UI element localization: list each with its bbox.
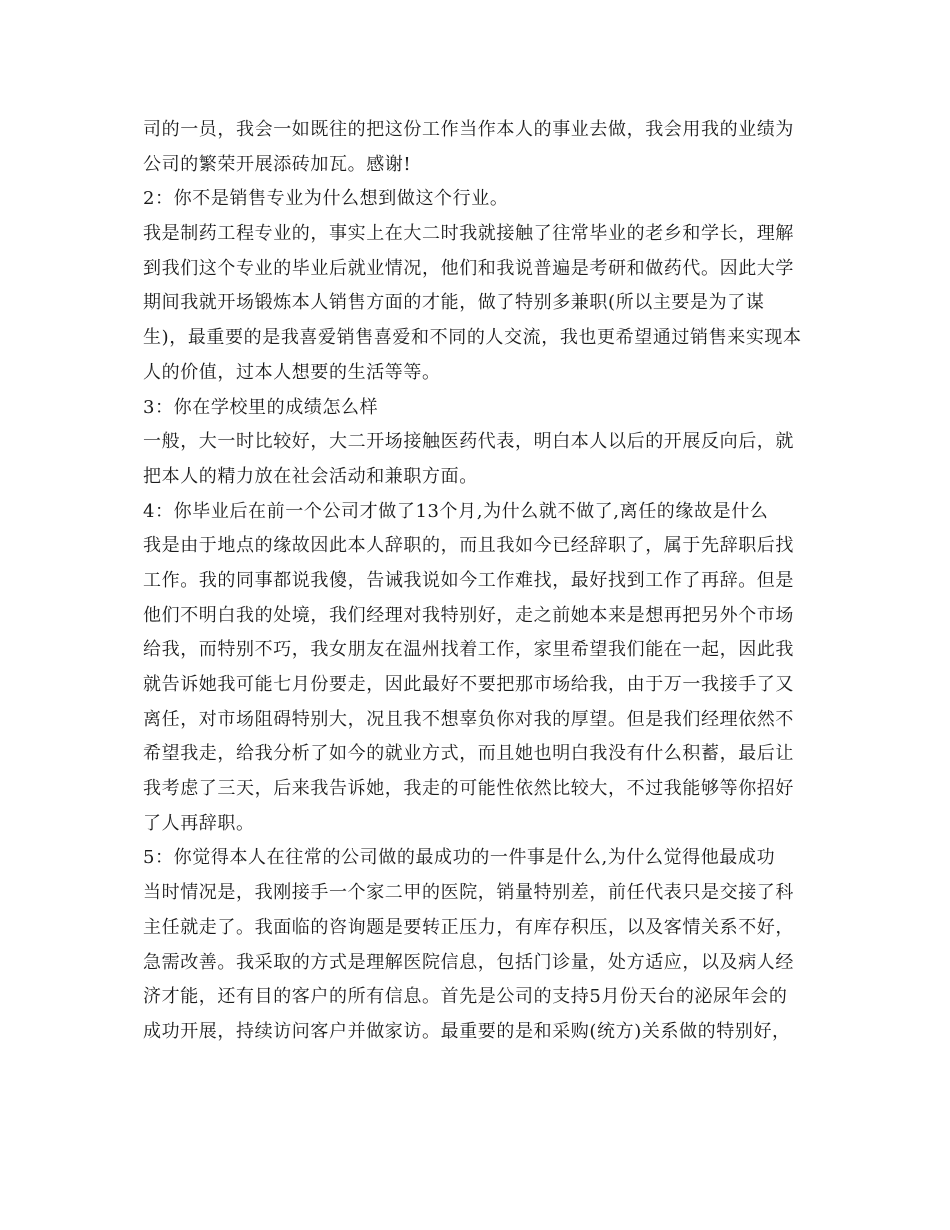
text-line: 工作。我的同事都说我傻，告诫我说如今工作难找，最好找到工作了再辞。但是 <box>143 569 794 591</box>
text-line: 把本人的精力放在社会活动和兼职方面。 <box>143 465 478 487</box>
text-line: 当时情况是，我刚接手一个家二甲的医院，销量特别差，前任代表只是交接了科 <box>143 882 794 904</box>
text-line: 公司的繁荣开展添砖加瓦。感谢! <box>143 153 412 175</box>
question-heading: 5：你觉得本人在往常的公司做的最成功的一件事是什么,为什么觉得他最成功 <box>143 847 776 869</box>
text-line: 人的价值，过本人想要的生活等等。 <box>143 361 441 383</box>
text-line: 成功开展，持续访问客户并做家访。最重要的是和采购(统方)关系做的特别好， <box>143 1020 791 1042</box>
text-line: 急需改善。我采取的方式是理解医院信息，包括门诊量，处方适应，以及病人经 <box>143 951 794 973</box>
question-heading: 3：你在学校里的成绩怎么样 <box>143 396 379 418</box>
text-line: 济才能，还有目的客户的所有信息。首先是公司的支持5月份天台的泌尿年会的 <box>143 986 788 1008</box>
text-line: 就告诉她我可能七月份要走，因此最好不要把那市场给我，由于万一我接手了又 <box>143 674 794 695</box>
document-body <box>143 113 823 1050</box>
question-heading: 4：你毕业后在前一个公司才做了13个月,为什么就不做了,离任的缘故是什么 <box>143 500 769 522</box>
text-line: 司的一员，我会一如既往的把这份工作当作本人的事业去做，我会用我的业绩为 <box>143 119 794 140</box>
text-line: 希望我走，给我分析了如今的就业方式，而且她也明白我没有什么积蓄，最后让 <box>143 743 794 765</box>
text-line: 离任，对市场阻碍特别大，况且我不想辜负你对我的厚望。但是我们经理依然不 <box>143 708 794 730</box>
text-line: 期间我就开场锻炼本人销售方面的才能，做了特别多兼职(所以主要是为了谋 <box>143 292 765 314</box>
text-line: 他们不明白我的处境，我们经理对我特别好，走之前她本来是想再把另外个市场 <box>143 604 794 626</box>
text-line: 主任就走了。我面临的咨询题是要转正压力，有库存积压，以及客情关系不好， <box>143 916 794 938</box>
text-line: 到我们这个专业的毕业后就业情况，他们和我说普遍是考研和做药代。因此大学 <box>143 257 794 279</box>
text-line: 一般，大一时比较好，大二开场接触医药代表，明白本人以后的开展反向后，就 <box>143 431 794 453</box>
text-line: 我考虑了三天，后来我告诉她，我走的可能性依然比较大，不过我能够等你招好 <box>143 778 794 800</box>
text-line: 给我，而特别不巧，我女朋友在温州找着工作，家里希望我们能在一起，因此我 <box>143 639 794 661</box>
question-heading: 2：你不是销售专业为什么想到做这个行业。 <box>143 188 509 210</box>
text-line: 我是制药工程专业的，事实上在大二时我就接触了往常毕业的老乡和学长，理解 <box>143 223 794 245</box>
text-line: 了人再辞职。 <box>143 812 255 834</box>
text-line: 生)，最重要的是我喜爱销售喜爱和不同的人交流，我也更希望通过销售来实现本 <box>143 327 802 349</box>
text-line: 我是由于地点的缘故因此本人辞职的，而且我如今已经辞职了，属于先辞职后找 <box>143 535 794 557</box>
